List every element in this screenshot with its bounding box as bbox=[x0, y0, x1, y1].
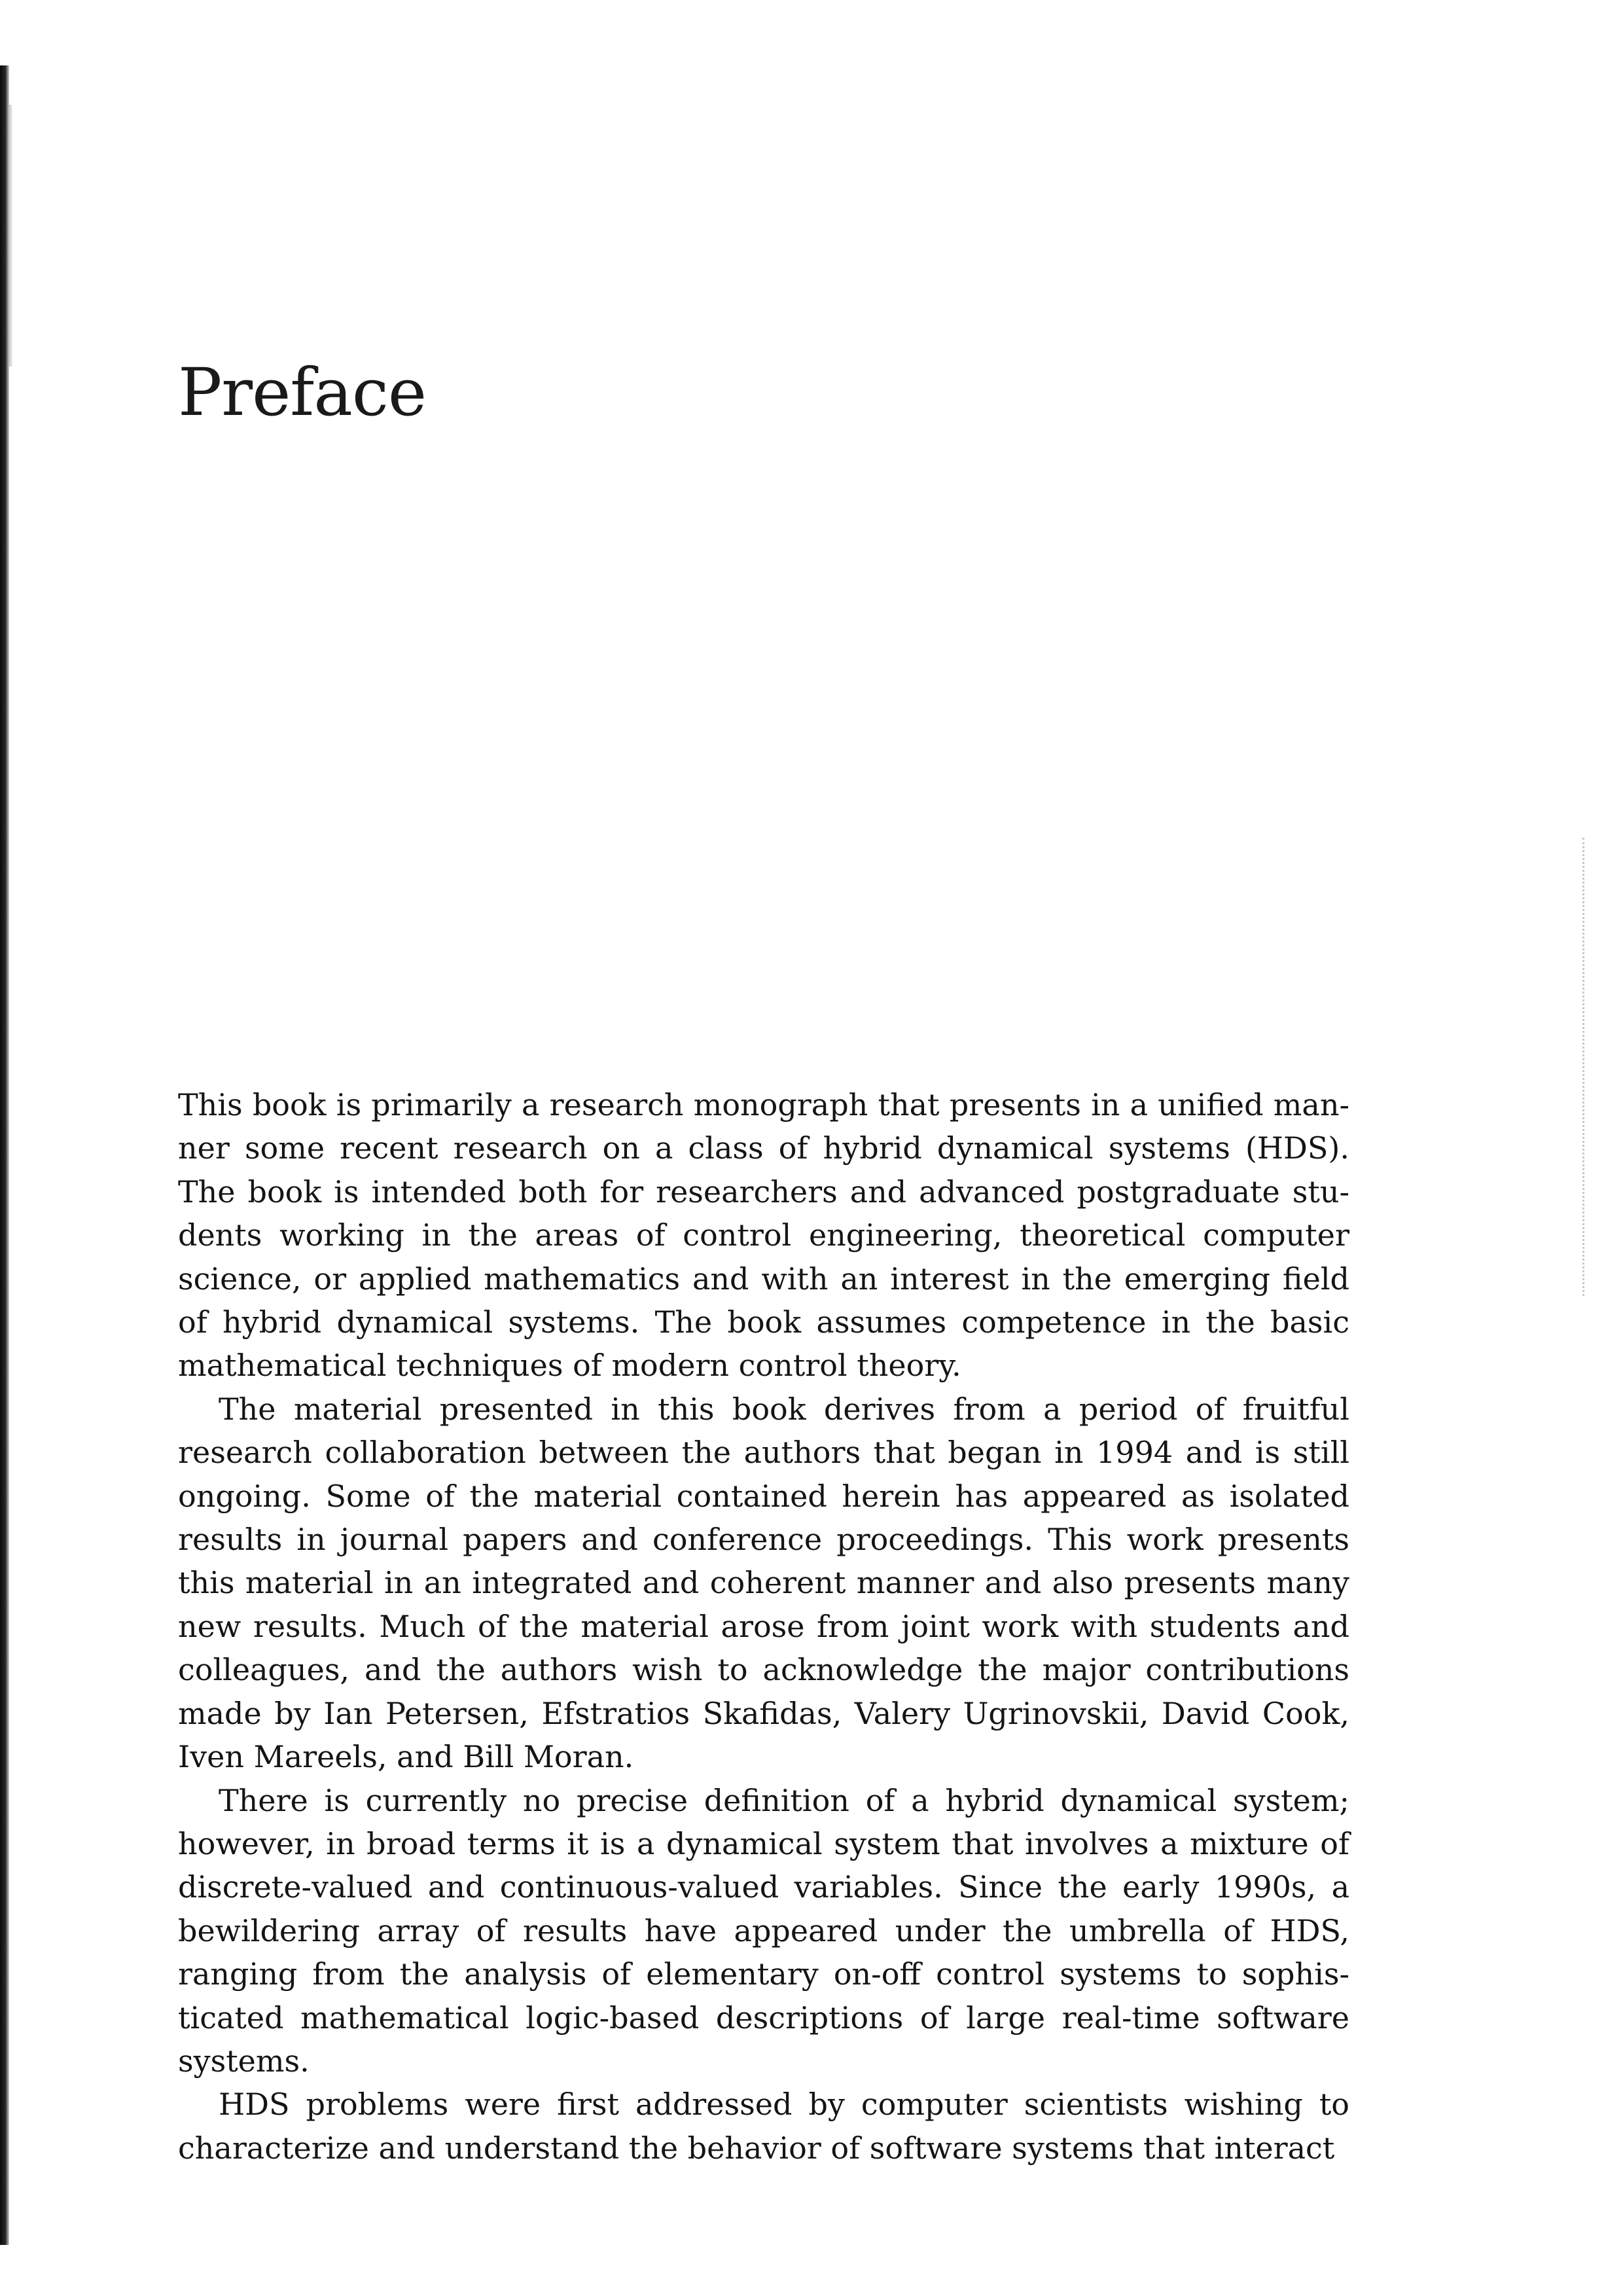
paragraph: HDS problems were first addressed by computer scientists wishing to characterize and understand the behavior of software systems that interact bbox=[178, 2087, 1349, 2166]
paragraph: This book is primarily a research monograph that presents in a unified manner some recent research on a class of hybrid dynamical systems (HDS). The book is intended both for researchers and advanced postgraduate students working in the areas of control engineering, theoretical computer science, or applied mathematics and with an interest in the emerging field of hybrid dynamical systems. The book assumes competence in the basic mathematical techniques of modern control theory. bbox=[178, 1087, 1349, 1384]
binding-edge bbox=[0, 65, 9, 2245]
paragraph: There is currently no precise definition of a hybrid dynamical system; however, in broad terms it is a dynamical system that involves a mixture of discrete-valued and continuous-valued variables. Since the early 1990s, a bewildering array of results have appeared under the umbrella of HDS, ranging from the analysis of elementary on-off control systems to sophisticated mathematical logic-based descriptions of large real-time software systems. bbox=[178, 1782, 1349, 2079]
paragraph: The material presented in this book derives from a period of fruitful research collaboration between the authors that began in 1994 and is still ongoing. Some of the material contained herein has appeared as isolated results in journal papers and conference proceedings. This work presents this material in an integrated and coherent manner and also presents many new results. Much of the material arose from joint work with students and colleagues, and the authors wish to acknowledge the major contributions made by Ian Petersen, Efstratios Skafidas, Valery Ugrinovskii, David Cook, Iven Mareels, and Bill Moran. bbox=[178, 1391, 1349, 1775]
body-text bbox=[178, 1083, 1349, 2170]
page-title: Preface bbox=[178, 354, 427, 431]
binding-shadow bbox=[9, 105, 13, 367]
scan-artifact bbox=[1582, 838, 1587, 1296]
